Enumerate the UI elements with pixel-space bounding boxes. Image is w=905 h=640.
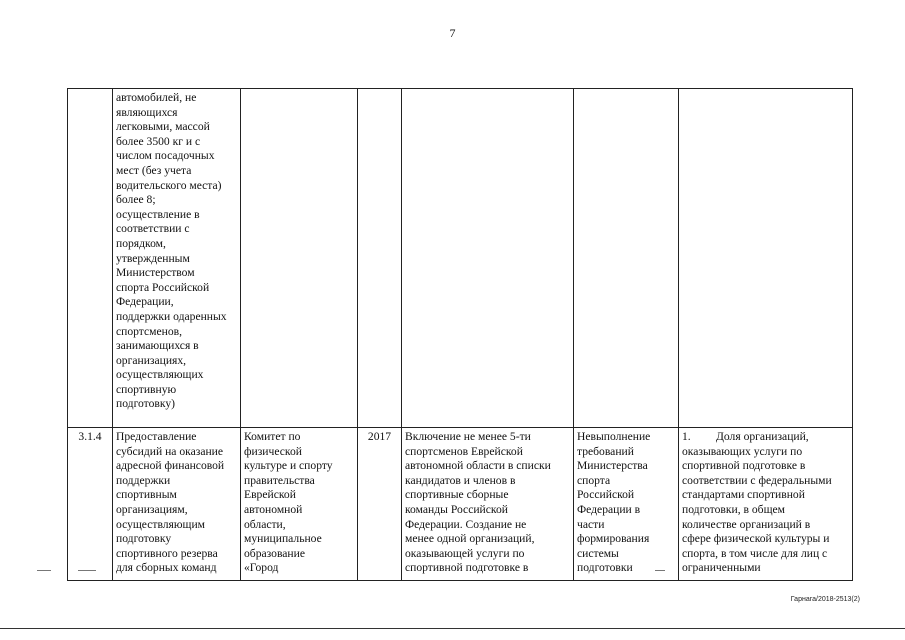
text-line: сфере физической культуры и	[682, 532, 830, 546]
consequences-lines	[577, 430, 675, 576]
text-line: спорта Российской	[116, 280, 210, 294]
indicator-first-text: Доля организаций,	[716, 430, 809, 443]
text-line: Невыполнение	[577, 430, 651, 443]
text-line: мест (без учета	[116, 163, 192, 177]
page-number: 7	[449, 26, 456, 40]
text-line: количестве организаций в	[682, 517, 811, 531]
text-line: «Город	[244, 561, 279, 575]
text-line: числом посадочных	[116, 149, 215, 163]
text-line: порядком,	[116, 236, 166, 250]
cell-year: 2017	[358, 428, 402, 581]
cell-executor-empty	[241, 89, 358, 428]
text-line: ограниченными	[682, 561, 761, 575]
text-line: легковыми, массой	[116, 120, 210, 134]
text-line: команды Российской	[405, 502, 508, 516]
cell-indicator-empty	[679, 89, 853, 428]
text-line: оказывающих услуги по	[682, 444, 803, 458]
scan-mark-right	[655, 570, 665, 571]
text-line: являющихся	[116, 105, 178, 119]
text-line: требований	[577, 444, 634, 458]
text-line: спортивной подготовке в	[682, 459, 806, 473]
result-lines	[405, 430, 570, 576]
text-line: спортивные сборные	[405, 488, 509, 502]
text-line: спортивного резерва	[116, 546, 218, 560]
cell-consequences-empty	[574, 89, 679, 428]
table-row-3-1-4	[68, 428, 853, 581]
description-lines	[116, 430, 237, 576]
scan-mark-left	[37, 570, 51, 571]
text-line: осуществляющих	[116, 368, 204, 382]
text-line: субсидий на оказание	[116, 444, 224, 458]
text-line: осуществляющим	[116, 517, 206, 531]
text-line: кандидатов и членов в	[405, 473, 516, 487]
text-line: Предоставление	[116, 430, 197, 443]
text-line: муниципальное	[244, 532, 322, 546]
text-line: занимающихся в	[116, 339, 199, 353]
text-line: образование	[244, 546, 305, 560]
cell-indicator	[679, 428, 853, 581]
text-line: спорта, в том числе для лиц с	[682, 546, 828, 560]
text-line: системы	[577, 546, 619, 560]
text-line: более 8;	[116, 193, 156, 207]
cell-year-empty	[358, 89, 402, 428]
text-line: физической	[244, 444, 302, 458]
cell-consequences	[574, 428, 679, 581]
document-code: Гарнага/2018-2513(2)	[790, 596, 860, 603]
text-line: более 3500 кг и с	[116, 134, 201, 148]
text-line: поддержки одаренных	[116, 309, 227, 323]
cell-result-empty	[402, 89, 574, 428]
text-line: правительства	[244, 473, 315, 487]
text-line: водительского места)	[116, 178, 222, 192]
text-line: подготовки	[577, 561, 633, 575]
text-line: спортсменов Еврейской	[405, 444, 523, 458]
text-line: Включение не менее 5-ти	[405, 430, 531, 443]
text-line: Комитет по	[244, 430, 301, 443]
description-lines	[116, 91, 237, 412]
text-line: области,	[244, 517, 286, 531]
text-line: соответствии с	[116, 222, 190, 236]
text-line: спортсменов,	[116, 324, 183, 338]
text-line: подготовки, в общем	[682, 502, 785, 516]
text-line: автономной области в списки	[405, 459, 551, 473]
text-line: спортивным	[116, 488, 177, 502]
text-line: спортивной подготовке в	[405, 561, 529, 575]
text-line: Еврейской	[244, 488, 296, 502]
text-line: автомобилей, не	[116, 91, 197, 104]
text-line: спорта	[577, 473, 611, 487]
indicator-lines	[682, 445, 849, 576]
cell-number-empty	[68, 89, 113, 428]
cell-description	[113, 428, 241, 581]
page-bottom-rule	[0, 628, 905, 629]
text-line: Федерации в	[577, 502, 641, 516]
text-line: формирования	[577, 532, 650, 546]
measures-table	[67, 88, 853, 581]
cell-executor	[241, 428, 358, 581]
text-line: оказывающей услуги по	[405, 546, 525, 560]
text-line: организациях,	[116, 353, 187, 367]
table-row-continued	[68, 89, 853, 428]
text-line: автономной	[244, 502, 303, 516]
text-line: Российской	[577, 488, 635, 502]
executor-lines	[244, 430, 354, 576]
text-line: подготовку	[116, 532, 172, 546]
text-line: спортивную	[116, 382, 177, 396]
text-line: стандартами спортивной	[682, 488, 805, 502]
text-line: менее одной организаций,	[405, 532, 535, 546]
text-line: культуре и спорту	[244, 459, 333, 473]
text-line: адресной финансовой	[116, 459, 225, 473]
text-line: подготовку)	[116, 397, 175, 411]
text-line: Министерства	[577, 459, 648, 473]
text-line: Федерации,	[116, 295, 174, 309]
text-line: организациям,	[116, 502, 188, 516]
text-line: поддержки	[116, 473, 171, 487]
text-line: соответствии с федеральными	[682, 473, 832, 487]
text-line: осуществление в	[116, 207, 200, 221]
text-line: утвержденным	[116, 251, 190, 265]
text-line: части	[577, 517, 605, 531]
cell-measure-number: 3.1.4	[68, 428, 113, 581]
text-line: Министерством	[116, 266, 195, 280]
cell-description-continued	[113, 89, 241, 428]
cell-expected-result	[402, 428, 574, 581]
scan-mark-inner	[78, 570, 96, 571]
text-line: для сборных команд	[116, 561, 217, 575]
indicator-number: 1.	[682, 430, 691, 443]
indicator-first-line	[682, 430, 849, 445]
text-line: Федерации. Создание не	[405, 517, 527, 531]
